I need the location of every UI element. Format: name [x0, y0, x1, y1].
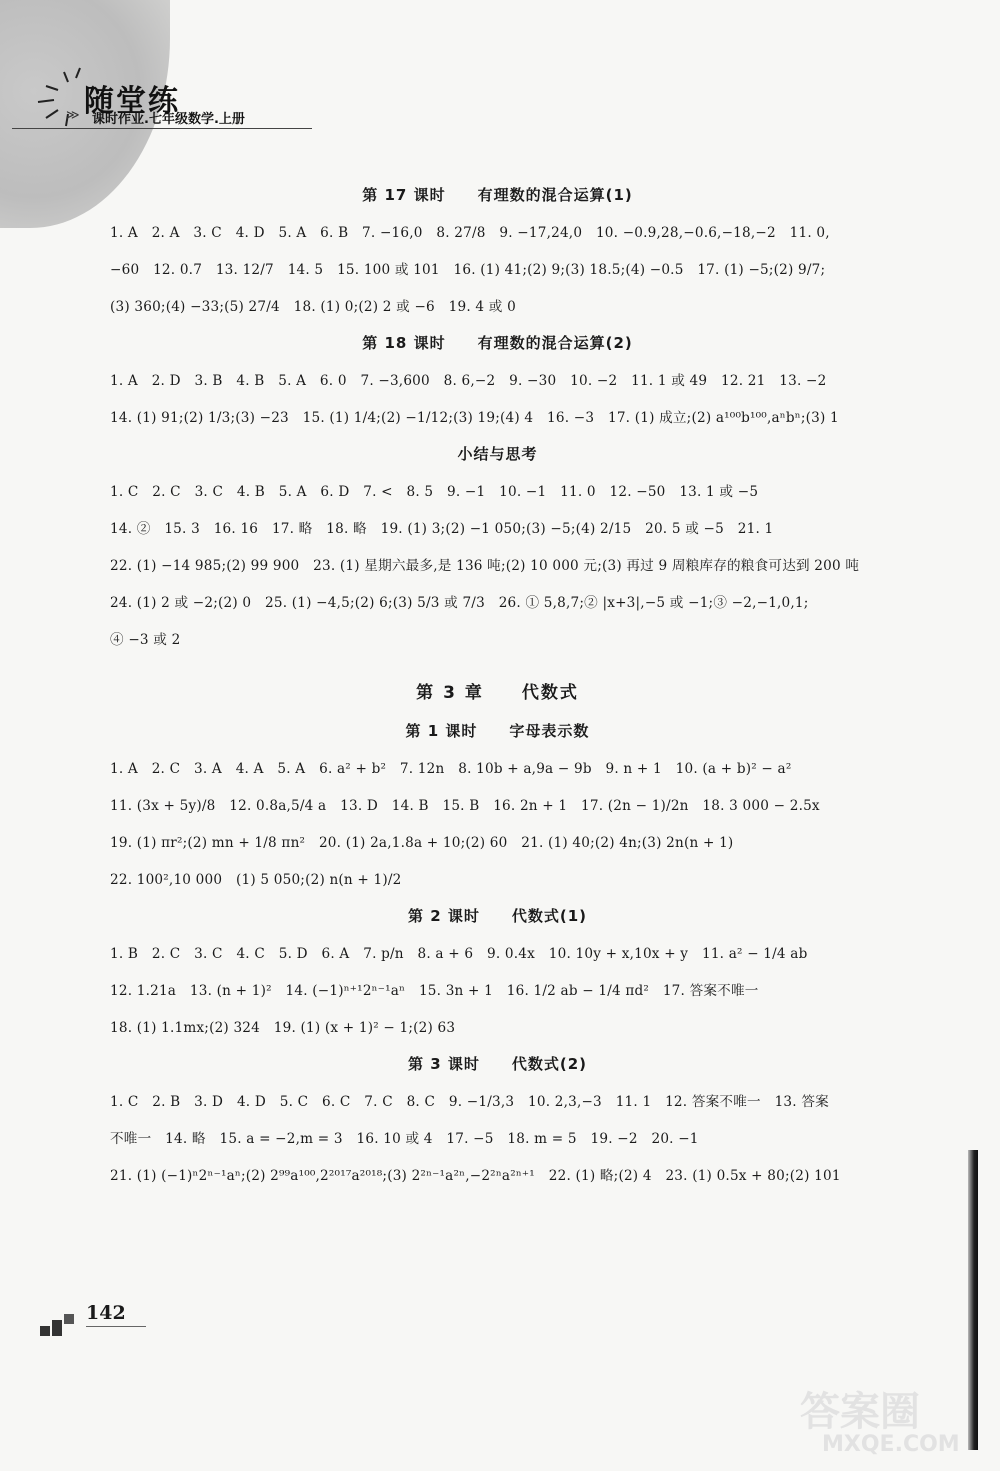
- answer-line: 22. 100²,10 000 (1) 5 050;(2) n(n + 1)/2: [110, 871, 402, 888]
- answer-line: 1. A 2. D 3. B 4. B 5. A 6. 0 7. −3,600 8. 6,−2 9. −30 10. −2 11. 1 或 49 12. 21 13. −2: [110, 372, 827, 389]
- watermark-logo: 答案圈: [800, 1389, 920, 1435]
- section-title: 第 18 课时 有理数的混合运算(2): [362, 334, 633, 352]
- answer-line: 21. (1) (−1)ⁿ2ⁿ⁻¹aⁿ;(2) 2⁹⁹a¹⁰⁰,2²⁰¹⁷a²⁰¹⁸;(3) 2²ⁿ⁻¹a²ⁿ,−2²ⁿa²ⁿ⁺¹ 22. (1) 略;(2) 4 23. (1) 0.5x + 80;(2) 101: [110, 1167, 841, 1184]
- answer-line: 19. (1) πr²;(2) mn + 1/8 πn² 20. (1) 2a,1.8a + 10;(2) 60 21. (1) 40;(2) 4n;(3) 2n(n + 1): [110, 834, 734, 851]
- answer-line: 1. A 2. C 3. A 4. A 5. A 6. a² + b² 7. 12n 8. 10b + a,9a − 9b 9. n + 1 10. (a + b)² − a²: [110, 760, 792, 777]
- chapter-title: 第 3 章 代数式: [416, 683, 579, 703]
- answer-content: [110, 178, 885, 1195]
- page-number: 142: [86, 1302, 126, 1324]
- answer-line: 22. (1) −14 985;(2) 99 900 23. (1) 星期六最多,是 136 吨;(2) 10 000 元;(3) 再过 9 周粮库存的粮食可达到 200 吨: [110, 557, 860, 574]
- series-logo: 随堂练: [84, 84, 180, 119]
- section-title: 第 17 课时 有理数的混合运算(1): [362, 186, 633, 204]
- book-subtitle: 课时作业.七年级数学.上册: [92, 112, 245, 127]
- answer-line: 14. ② 15. 3 16. 16 17. 略 18. 略 19. (1) 3;(2) −1 050;(3) −5;(4) 2/15 20. 5 或 −5 21. 1: [110, 520, 774, 537]
- watermark-url: MXQE.COM: [822, 1432, 960, 1457]
- answer-line: 12. 1.21a 13. (n + 1)² 14. (−1)ⁿ⁺¹2ⁿ⁻¹aⁿ 15. 3n + 1 16. 1/2 ab − 1/4 πd² 17. 答案不唯一: [110, 982, 759, 999]
- section-title: 第 1 课时 字母表示数: [405, 722, 590, 740]
- chevron-icon: ≫: [66, 108, 80, 123]
- answer-line: (3) 360;(4) −33;(5) 27/4 18. (1) 0;(2) 2 或 −6 19. 4 或 0: [110, 298, 516, 315]
- answer-line: 不唯一 14. 略 15. a = −2,m = 3 16. 10 或 4 17. −5 18. m = 5 19. −2 20. −1: [110, 1130, 699, 1147]
- answer-line: 18. (1) 1.1mx;(2) 324 19. (1) (x + 1)² − 1;(2) 63: [110, 1019, 456, 1036]
- page-edge-shadow: [968, 1150, 978, 1450]
- page-steps-icon: [40, 1312, 88, 1336]
- section-title: 第 3 课时 代数式(2): [407, 1055, 588, 1073]
- answer-line: 11. (3x + 5y)/8 12. 0.8a,5/4 a 13. D 14. B 15. B 16. 2n + 1 17. (2n − 1)/2n 18. 3 000 − 2.5x: [110, 797, 820, 814]
- answer-line: 14. (1) 91;(2) 1/3;(3) −23 15. (1) 1/4;(2) −1/12;(3) 19;(4) 4 16. −3 17. (1) 成立;(2) a¹⁰⁰b¹⁰⁰,aⁿbⁿ;(3) 1: [110, 409, 839, 426]
- answer-line: ④ −3 或 2: [110, 631, 181, 648]
- section-title: 小结与思考: [457, 445, 538, 463]
- answer-line: 1. C 2. C 3. C 4. B 5. A 6. D 7. < 8. 5 9. −1 10. −1 11. 0 12. −50 13. 1 或 −5: [110, 483, 759, 500]
- answer-line: 1. A 2. A 3. C 4. D 5. A 6. B 7. −16,0 8. 27/8 9. −17,24,0 10. −0.9,28,−0.6,−18,−2 11. 0,: [110, 224, 830, 241]
- answer-line: −60 12. 0.7 13. 12/7 14. 5 15. 100 或 101 16. (1) 41;(2) 9;(3) 18.5;(4) −0.5 17. (1) −5;(2) 9/7;: [110, 261, 826, 278]
- answer-line: 1. B 2. C 3. C 4. C 5. D 6. A 7. p/n 8. a + 6 9. 0.4x 10. 10y + x,10x + y 11. a² − 1/4 ab: [110, 945, 808, 962]
- answer-line: 1. C 2. B 3. D 4. D 5. C 6. C 7. C 8. C 9. −1/3,3 10. 2,3,−3 11. 1 12. 答案不唯一 13. 答案: [110, 1093, 829, 1110]
- page-number-underline: [86, 1326, 146, 1327]
- section-title: 第 2 课时 代数式(1): [407, 907, 588, 925]
- header-divider: [12, 128, 312, 129]
- answer-line: 24. (1) 2 或 −2;(2) 0 25. (1) −4,5;(2) 6;(3) 5/3 或 7/3 26. ① 5,8,7;② |x+3|,−5 或 −1;③ −2,−1,0,1;: [110, 594, 809, 611]
